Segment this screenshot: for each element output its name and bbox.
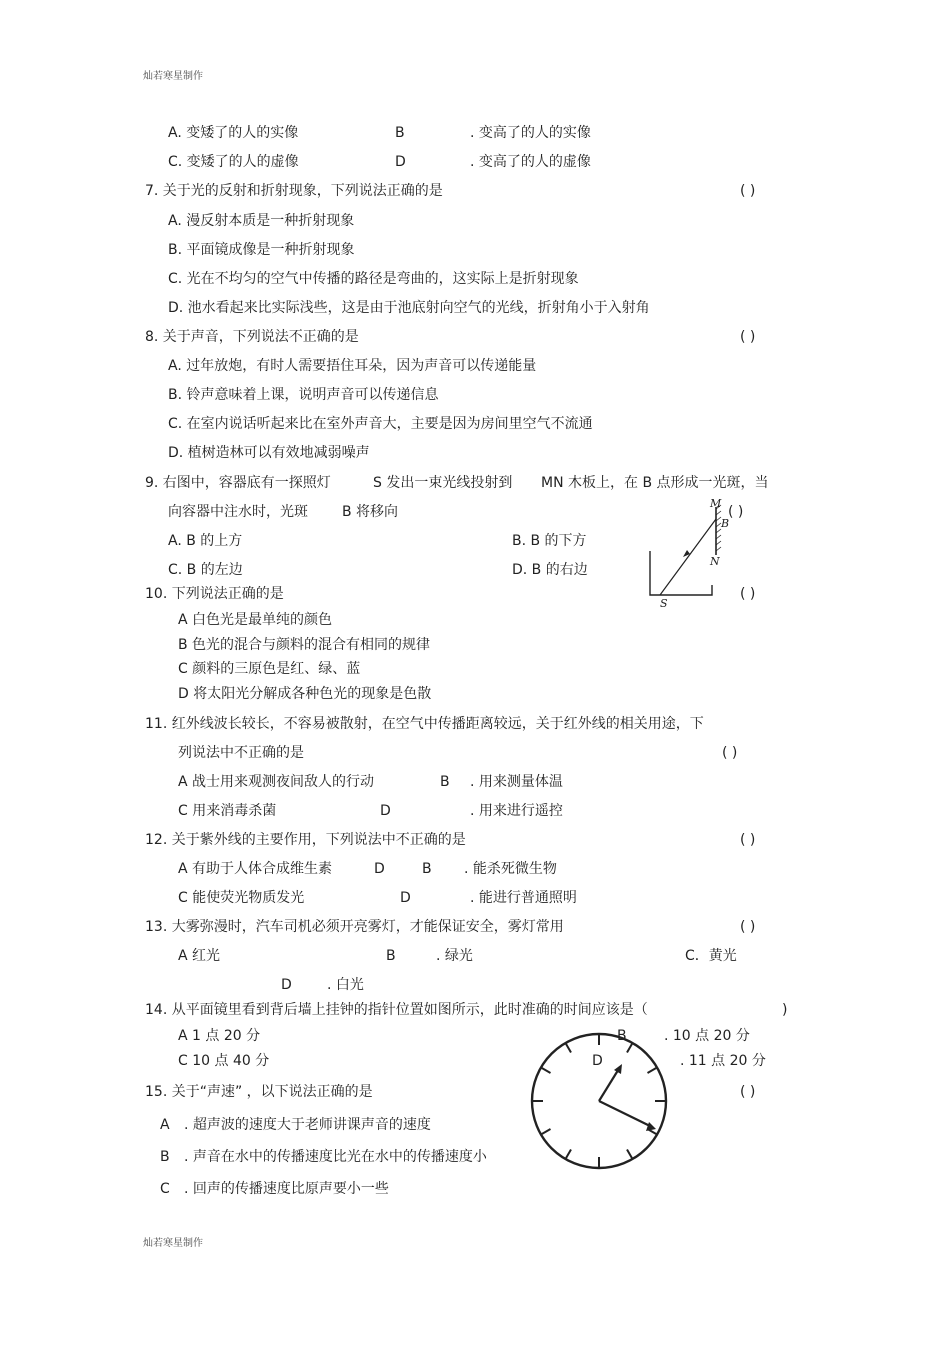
q14-option-d-letter: D [592,1053,603,1069]
clock-tick [627,1044,632,1053]
q8-stem: 8. 关于声音，下列说法不正确的是 [145,329,359,345]
q8-option-b: B. 铃声意味着上课，说明声音可以传递信息 [168,387,439,403]
container-outline [650,551,712,595]
q9-stem-part3: MN 木板上，在 B 点形成一光斑，当 [541,475,769,491]
page-footer: 灿若寒星制作 [143,1238,203,1249]
q11-option-d-letter: D [380,803,391,819]
q13-option-c: C．黄光 [685,948,737,964]
q15-option-a-letter: A [160,1117,170,1133]
clock-tick [647,1068,656,1073]
q14-close-paren: ) [782,1002,788,1018]
q6-option-d: . 变高了的人的虚像 [470,154,591,170]
q15-option-b: . 声音在水中的传播速度比光在水中的传播速度小 [184,1149,487,1165]
q11-option-a: A 战士用来观测夜间敌人的行动 [178,774,375,790]
q8-option-d: D. 植树造林可以有效地减弱噪声 [168,445,370,461]
q9-option-c: C. B 的左边 [168,562,243,578]
clock-tick [542,1129,551,1134]
q14-option-a: A 1 点 20 分 [178,1028,261,1044]
q8-option-c: C. 在室内说话听起来比在室外声音大，主要是因为房间里空气不流通 [168,416,593,432]
q7-option-a: A. 漫反射本质是一种折射现象 [168,213,355,229]
q9-stem-part2: S 发出一束光线投射到 [373,475,513,491]
q9-option-b: B. B 的下方 [512,533,587,549]
label-s: S [660,597,668,610]
q15-option-c: . 回声的传播速度比原声要小一些 [184,1181,389,1197]
q9-answer-paren: ( ) [728,504,744,520]
q8-answer-paren: ( ) [740,329,756,345]
q9-stem-line2a: 向容器中注水时，光斑 [168,504,308,520]
q13-option-d: . 白光 [327,977,364,993]
q7-option-c: C. 光在不均匀的空气中传播的路径是弯曲的，这实际上是折射现象 [168,271,579,287]
q10-option-c: C 颜料的三原色是红、绿、蓝 [178,661,361,677]
q6-option-b: . 变高了的人的实像 [470,125,591,141]
q12-stray-letter-d: D [374,861,385,877]
q12-option-b-letter: B [422,861,432,877]
minute-hand-arrow [646,1122,656,1131]
q11-option-c: C 用来消毒杀菌 [178,803,277,819]
q15-option-a: . 超声波的速度大于老师讲课声音的速度 [184,1117,431,1133]
q12-option-d: . 能进行普通照明 [470,890,577,906]
q9-stem-line2b: B 将移向 [342,504,399,520]
q13-option-d-letter: D [281,977,292,993]
q14-option-b-letter: B [617,1028,627,1044]
page-header: 灿若寒星制作 [143,71,203,82]
q10-stem: 10. 下列说法正确的是 [145,586,284,602]
q6-option-d-letter: D [395,154,406,170]
q11-option-d: . 用来进行遥控 [470,803,563,819]
q13-option-b-letter: B [386,948,396,964]
clock-hour-hand [599,1067,620,1101]
q11-option-b: . 用来测量体温 [470,774,563,790]
q8-option-a: A. 过年放炮，有时人需要捂住耳朵，因为声音可以传递能量 [168,358,537,374]
hour-hand-arrow [614,1064,622,1074]
q7-answer-paren: ( ) [740,183,756,199]
q12-option-b: . 能杀死微生物 [464,861,557,877]
light-ray [660,519,716,595]
q14-mirror-clock-figure [528,1030,670,1172]
q9-option-d: D. B 的右边 [512,562,588,578]
q10-option-d: D 将太阳光分解成各种色光的现象是色散 [178,686,432,702]
q15-stem: 15. 关于“声速” ，以下说法正确的是 [145,1084,373,1100]
q9-option-a: A. B 的上方 [168,533,243,549]
label-b: B [721,517,730,530]
q6-option-b-letter: B [395,125,405,141]
clock-tick [566,1149,571,1158]
clock-minute-hand [599,1101,652,1127]
q11-option-b-letter: B [440,774,450,790]
clock-tick [627,1149,632,1158]
q12-option-c: C 能使荧光物质发光 [178,890,305,906]
q11-stem-line1: 11. 红外线波长较长，不容易被散射，在空气中传播距离较远，关于红外线的相关用途，下 [145,716,704,732]
q15-option-c-letter: C [160,1181,170,1197]
label-n: N [710,555,720,568]
q9-container-figure [640,495,730,610]
q15-option-b-letter: B [160,1149,170,1165]
q14-stem: 14. 从平面镜里看到背后墙上挂钟的指针位置如图所示，此时准确的时间应该是（ [145,1002,648,1018]
q7-stem: 7. 关于光的反射和折射现象，下列说法正确的是 [145,183,443,199]
q14-option-b: . 10 点 20 分 [664,1028,750,1044]
q7-option-b: B. 平面镜成像是一种折射现象 [168,242,355,258]
clock-tick [542,1068,551,1073]
q11-stem-line2: 列说法中不正确的是 [178,745,304,761]
q13-option-a: A 红光 [178,948,221,964]
q10-answer-paren: ( ) [740,586,756,602]
q14-option-d: . 11 点 20 分 [680,1053,766,1069]
q12-answer-paren: ( ) [740,832,756,848]
q13-stem: 13. 大雾弥漫时，汽车司机必须开亮雾灯，才能保证安全，雾灯常用 [145,919,564,935]
q12-option-a: A 有助于人体合成维生素 [178,861,333,877]
clock-tick [566,1044,571,1053]
q6-option-a: A. 变矮了的人的实像 [168,125,299,141]
q13-option-b: . 绿光 [436,948,473,964]
q10-option-a: A 白色光是最单纯的颜色 [178,612,333,628]
q12-stem: 12. 关于紫外线的主要作用，下列说法中不正确的是 [145,832,466,848]
q12-option-d-letter: D [400,890,411,906]
label-m: M [710,497,722,510]
q13-answer-paren: ( ) [740,919,756,935]
q9-stem-part1: 9. 右图中，容器底有一探照灯 [145,475,331,491]
q6-option-c: C. 变矮了的人的虚像 [168,154,299,170]
q11-answer-paren: ( ) [722,745,738,761]
q7-option-d: D. 池水看起来比实际浅些，这是由于池底射向空气的光线，折射角小于入射角 [168,300,650,316]
q14-option-c: C 10 点 40 分 [178,1053,270,1069]
q10-option-b: B 色光的混合与颜料的混合有相同的规律 [178,637,431,653]
q15-answer-paren: ( ) [740,1084,756,1100]
